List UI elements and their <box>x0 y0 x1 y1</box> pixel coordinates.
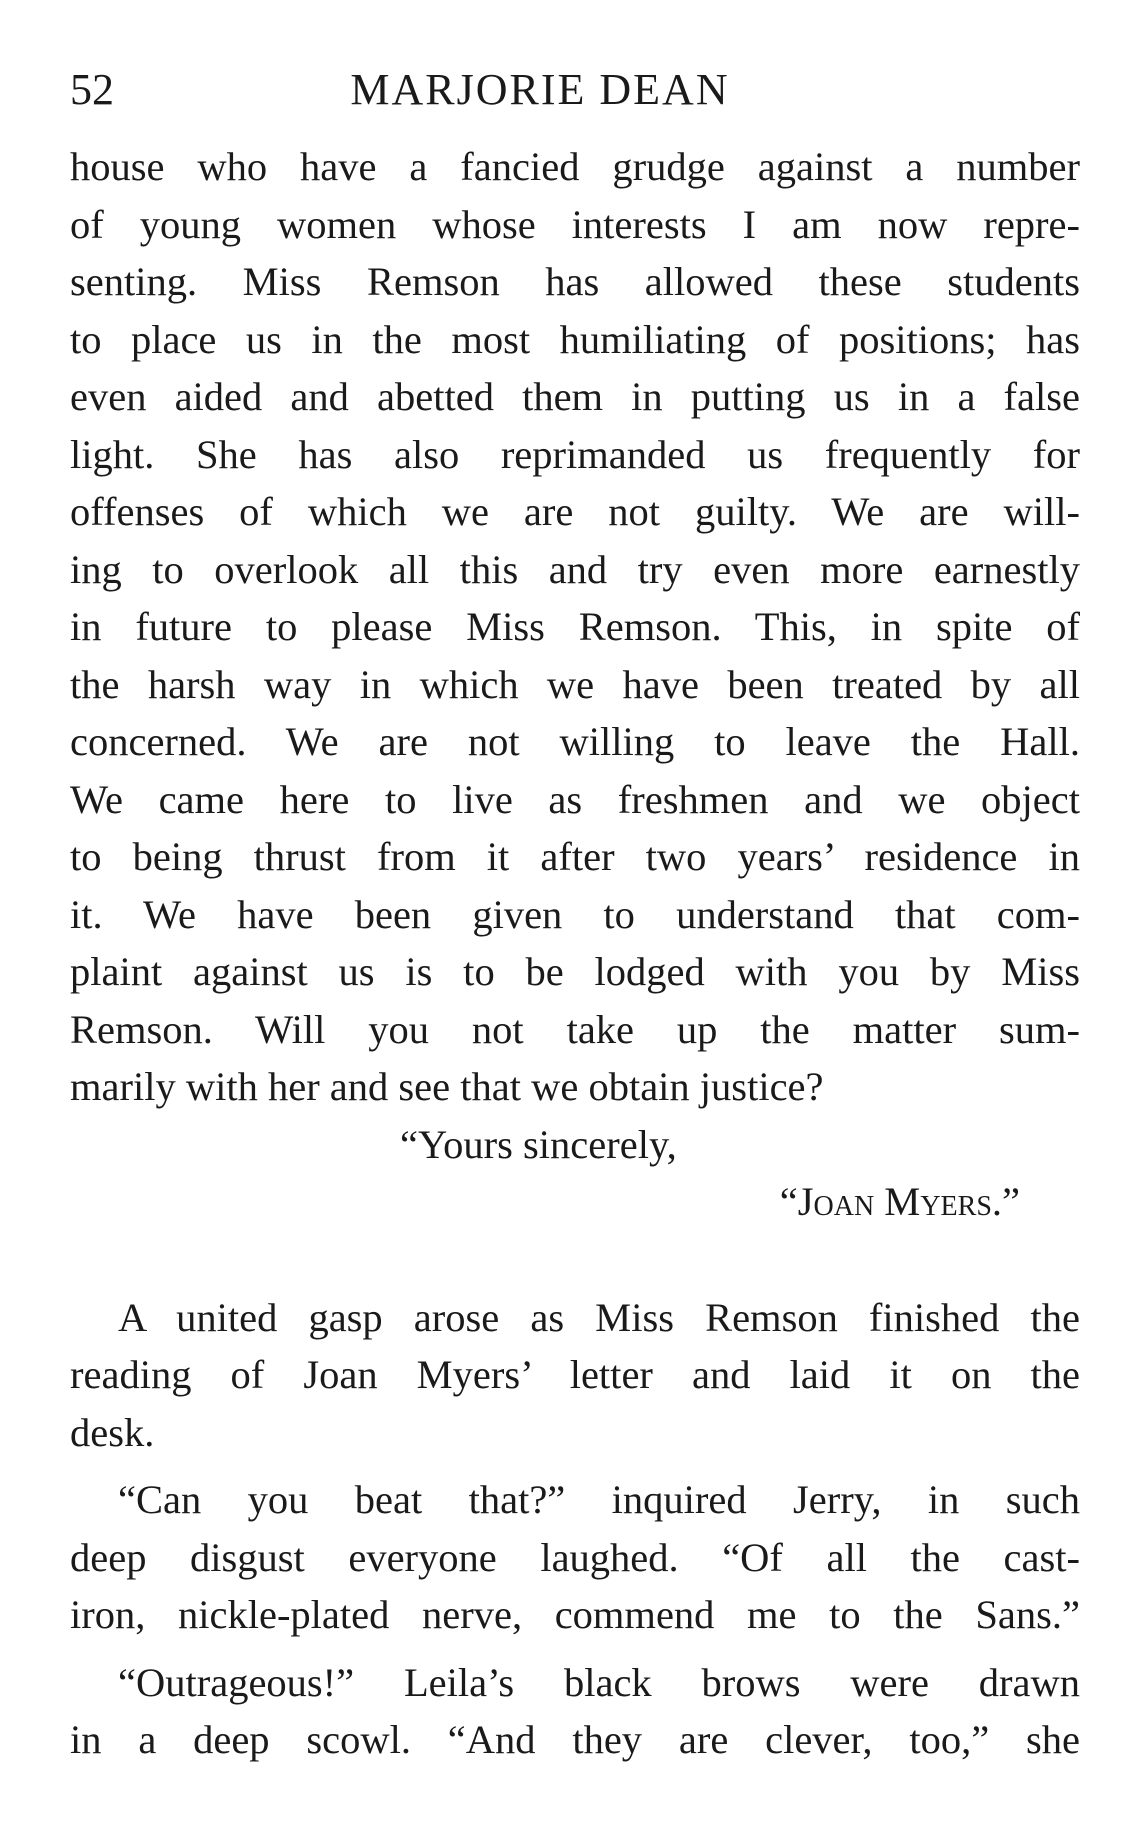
text-line: in future to please Miss Remson. This, in spite of <box>70 604 1080 649</box>
paragraph <box>70 1654 1080 1769</box>
section-gap <box>70 1231 1080 1289</box>
page-header <box>70 60 1080 120</box>
text-line: Remson. Will you not take up the matter sum- <box>70 1006 1080 1052</box>
text-line: deep disgust everyone laughed. “Of all the cast- <box>70 1534 1080 1580</box>
text-line: plaint against us is to be lodged with you by Miss <box>70 949 1080 994</box>
text-line: senting. Miss Remson has allowed these students <box>70 259 1080 304</box>
text-line: in a deep scowl. “And they are clever, too,” she <box>70 1717 1080 1762</box>
paragraph <box>70 1289 1080 1462</box>
paragraph-gap <box>70 1644 1080 1654</box>
text-line: desk. <box>70 1409 155 1455</box>
text-line: marily with her and see that we obtain justice? <box>70 1064 824 1109</box>
text-line: concerned. We are not willing to leave the Hall. <box>70 719 1080 764</box>
text-line: it. We have been given to understand that com- <box>70 891 1080 937</box>
letter-body <box>70 138 1080 1116</box>
text-line: offenses of which we are not guilty. We are will- <box>70 489 1080 534</box>
paragraph-gap <box>70 1461 1080 1471</box>
text-line: of young women whose interests I am now repre- <box>70 201 1080 247</box>
text-line: to being thrust from it after two years’ residence in <box>70 834 1080 879</box>
text-line: “Outrageous!” Leila’s black brows were drawn <box>118 1659 1080 1705</box>
text-line: A united gasp arose as Miss Remson finished the <box>118 1294 1080 1340</box>
body-text <box>70 138 1080 1769</box>
text-line: to place us in the most humiliating of positions; has <box>70 316 1080 362</box>
text-line: light. She has also reprimanded us frequently for <box>70 431 1080 477</box>
page-number: 52 <box>70 65 114 114</box>
letter-signature: “Joan Myers.” <box>779 1179 1020 1224</box>
text-line: “Can you beat that?” inquired Jerry, in such <box>118 1477 1080 1522</box>
text-line: the harsh way in which we have been treated by all <box>70 661 1080 707</box>
paragraph <box>70 1471 1080 1644</box>
text-line: iron, nickle-plated nerve, commend me to the Sans.” <box>70 1592 1080 1637</box>
letter-closing: “Yours sincerely, <box>400 1121 677 1167</box>
text-line: house who have a fancied grudge against a number <box>70 144 1080 189</box>
book-page <box>70 60 1080 1769</box>
text-line: We came here to live as freshmen and we object <box>70 776 1080 822</box>
running-title: MARJORIE DEAN <box>350 65 730 114</box>
text-line: even aided and abetted them in putting us in a false <box>70 374 1080 419</box>
text-line: reading of Joan Myers’ letter and laid it on the <box>70 1352 1080 1397</box>
text-line: ing to overlook all this and try even more earnestly <box>70 546 1080 592</box>
